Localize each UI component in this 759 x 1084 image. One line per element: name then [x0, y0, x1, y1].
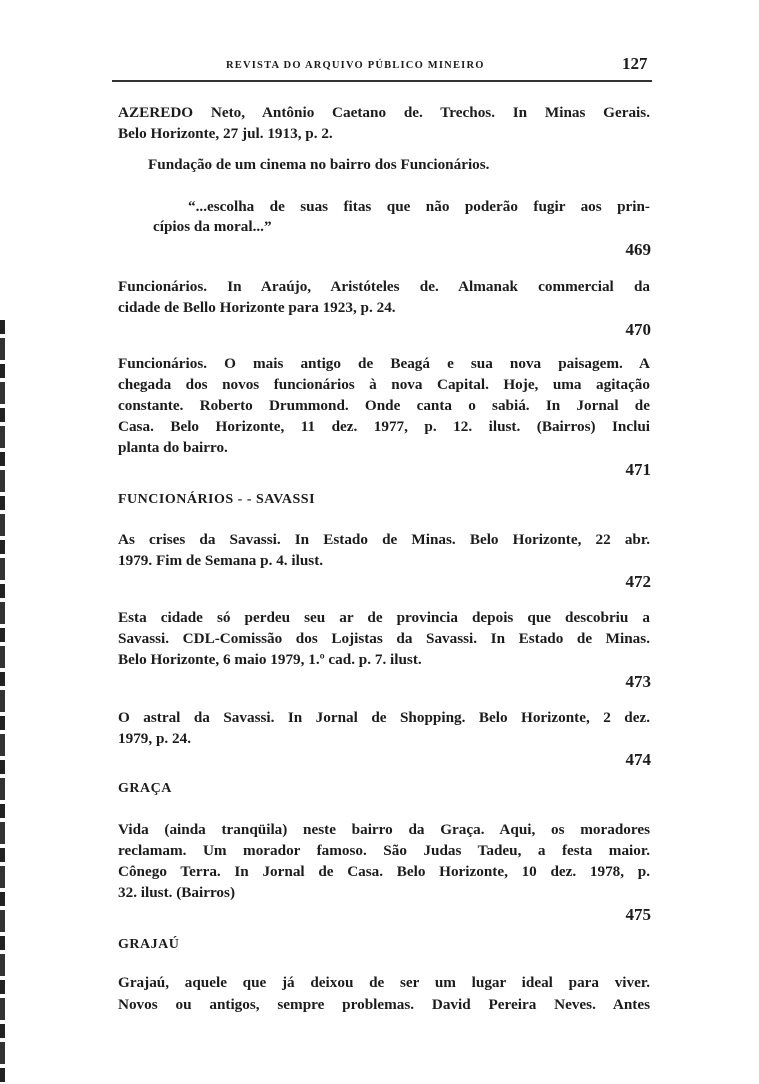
entry-line: 32. ilust. (Bairros): [118, 884, 235, 901]
entry-line: Belo Horizonte, 6 maio 1979, 1.º cad. p. 7. ilust.: [118, 651, 422, 668]
entry-line: cidade de Bello Horizonte para 1923, p. 24.: [118, 299, 396, 316]
entry-quote: cípios da moral...”: [153, 218, 272, 235]
section-heading: FUNCIONÁRIOS - - SAVASSI: [118, 492, 316, 507]
entry-number: 471: [625, 460, 651, 479]
entry-line: 1979, p. 24.: [118, 730, 191, 747]
entry-line: Esta cidade só perdeu seu ar de provincia depois que descobriu a: [118, 609, 650, 626]
entry-line: reclamam. Um morador famoso. São Judas Tadeu, a festa maior.: [118, 842, 650, 859]
entry-line: Cônego Terra. In Jornal de Casa. Belo Horizonte, 10 dez. 1978, p.: [118, 863, 650, 880]
entry-line: 1979. Fim de Semana p. 4. ilust.: [118, 552, 324, 569]
entry-line: Casa. Belo Horizonte, 11 dez. 1977, p. 12. ilust. (Bairros) Inclui: [118, 418, 650, 435]
entry-quote: “...escolha de suas fitas que não poderão fugir aos prin-: [188, 198, 650, 215]
entry-number: 472: [625, 572, 651, 591]
entry-line: Grajaú, aquele que já deixou de ser um lugar ideal para viver.: [118, 974, 650, 991]
entry-line: planta do bairro.: [118, 439, 228, 456]
running-header: REVISTA DO ARQUIVO PÚBLICO MINEIRO: [226, 60, 485, 71]
entry-line: Belo Horizonte, 27 jul. 1913, p. 2.: [118, 125, 333, 142]
entry-line: Funcionários. In Araújo, Aristóteles de. Almanak commercial da: [118, 278, 650, 295]
entry-number: 469: [625, 240, 651, 259]
entry-line: Funcionários. O mais antigo de Beagá e sua nova paisagem. A: [118, 355, 650, 372]
entry-number: 470: [625, 320, 651, 339]
section-heading: GRAJAÚ: [118, 937, 180, 952]
scan-binding-edge: [0, 320, 5, 1084]
entry-line: constante. Roberto Drummond. Onde canta o sabiá. In Jornal de: [118, 397, 650, 414]
entry-line: O astral da Savassi. In Jornal de Shopping. Belo Horizonte, 2 dez.: [118, 709, 650, 726]
entry-number: 475: [625, 905, 651, 924]
entry-number: 473: [625, 672, 651, 691]
page-number: 127: [622, 54, 648, 73]
entry-line: Novos ou antigos, sempre problemas. David Pereira Neves. Antes: [118, 996, 650, 1013]
header-rule: [112, 80, 652, 82]
entry-note: Fundação de um cinema no bairro dos Funcionários.: [148, 156, 490, 173]
entry-line: As crises da Savassi. In Estado de Minas. Belo Horizonte, 22 abr.: [118, 531, 650, 548]
entry-line: chegada dos novos funcionários à nova Capital. Hoje, uma agitação: [118, 376, 650, 393]
section-heading: GRAÇA: [118, 781, 172, 796]
entry-line: Vida (ainda tranqüila) neste bairro da Graça. Aqui, os moradores: [118, 821, 650, 838]
entry-line: AZEREDO Neto, Antônio Caetano de. Trechos. In Minas Gerais.: [118, 104, 650, 121]
entry-line: Savassi. CDL-Comissão dos Lojistas da Savassi. In Estado de Minas.: [118, 630, 650, 647]
entry-number: 474: [625, 750, 651, 769]
